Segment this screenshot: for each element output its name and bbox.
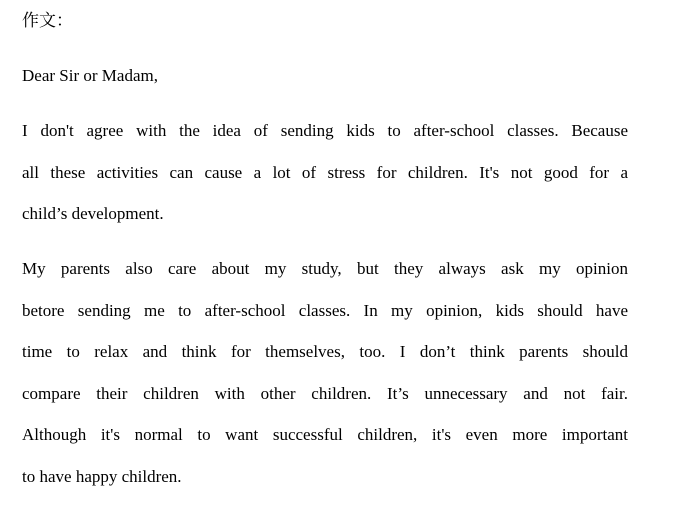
paragraph-line: child’s development.: [22, 204, 164, 224]
paragraph-line: Although it's normal to want successful children, it's even more important: [22, 425, 628, 445]
paragraph-line: betore sending me to after-school classes. In my opinion, kids should have: [22, 300, 628, 320]
paragraph-1: [22, 110, 628, 235]
paragraph-line: time to relax and think for themselves, too. I don’t think parents should: [22, 342, 628, 362]
paragraph-2: [22, 248, 628, 498]
paragraph-line: all these activities can cause a lot of stress for children. It's not good for a: [22, 162, 628, 182]
paragraph-line: I don't agree with the idea of sending kids to after-school classes. Because: [22, 121, 628, 140]
paragraph-line: to have happy children.: [22, 466, 182, 486]
paragraph-line: My parents also care about my study, but they always ask my opinion: [22, 259, 628, 278]
paragraph-line: compare their children with other children. It’s unnecessary and not fair.: [22, 383, 628, 403]
salutation: Dear Sir or Madam,: [22, 66, 158, 85]
essay-heading: 作文：: [22, 11, 73, 31]
